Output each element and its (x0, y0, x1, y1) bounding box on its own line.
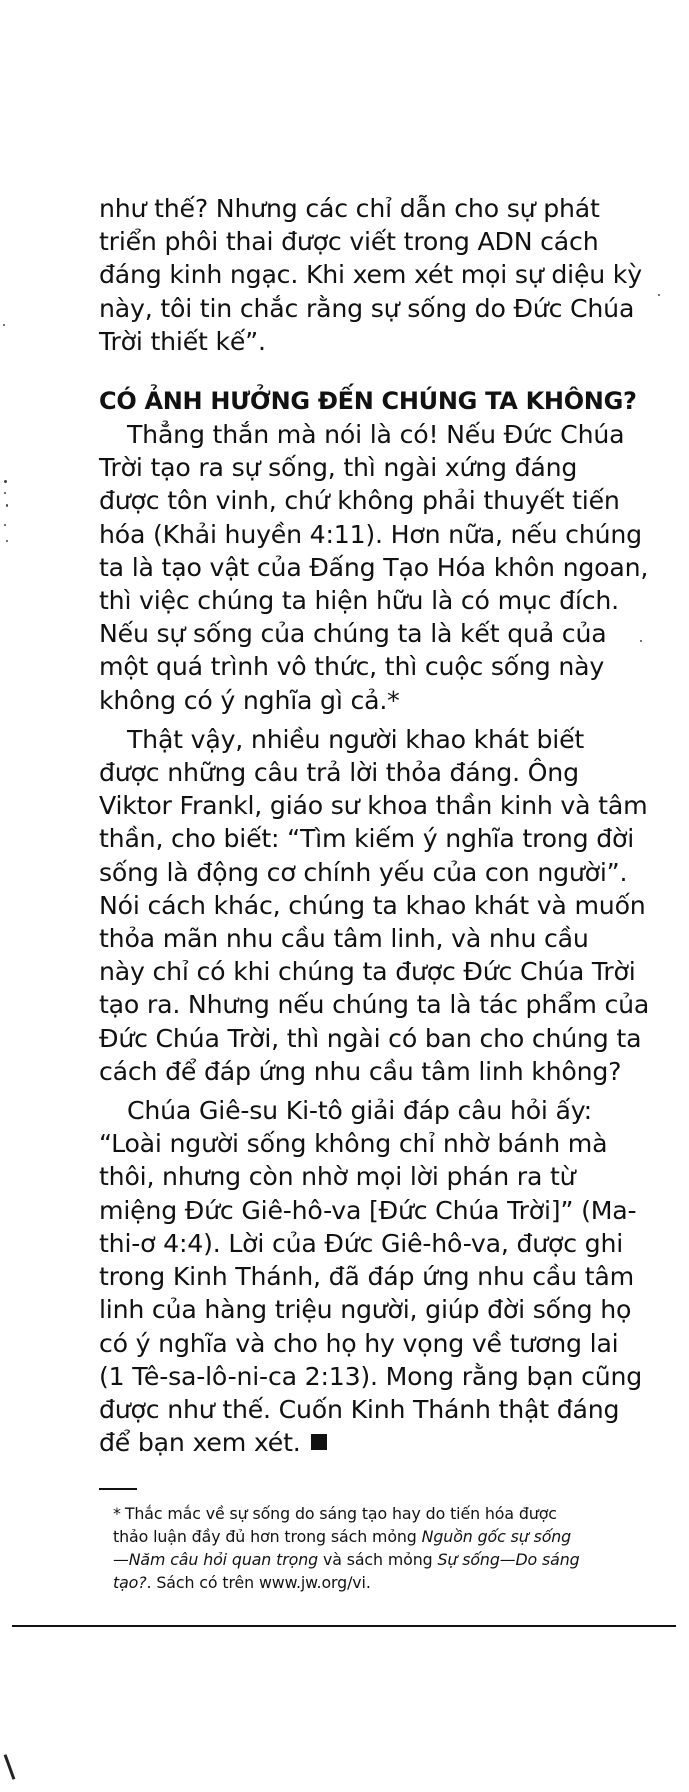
text-line: thì việc chúng ta hiện hữu là có mục đích. (99, 586, 619, 616)
scan-speck (3, 324, 5, 326)
footnote-text: và sách mỏng (322, 1550, 433, 1570)
text-line: một quá trình vô thức, thì cuộc sống này (99, 652, 605, 682)
scan-speck (658, 294, 660, 296)
text-line: (1 Tê-sa-lô-ni-ca 2:13). Mong rằng bạn cũng (99, 1361, 643, 1391)
footnote-title: Sự sống—Do sáng (437, 1550, 580, 1570)
footnote-line (99, 1571, 609, 1594)
scan-speck (4, 480, 7, 483)
paragraph-jesus (99, 1094, 643, 1459)
paragraph-intro (99, 192, 642, 358)
text-line: ta là tạo vật của Đấng Tạo Hóa khôn ngoan, (99, 552, 649, 582)
text-line: không có ý nghĩa gì cả.* (99, 685, 400, 715)
page-bottom-rule (12, 1625, 676, 1627)
footnote-text: thảo luận đầy đủ hơn trong sách mỏng (113, 1527, 417, 1547)
scan-speck (4, 492, 6, 494)
text-line: hóa (Khải huyền 4:11). Hơn nữa, nếu chúng (99, 519, 642, 549)
text-line: Nói cách khác, chúng ta khao khát và muốn (99, 890, 646, 920)
footnote-line (99, 1502, 609, 1525)
text-line: được tôn vinh, chứ không phải thuyết tiến (99, 486, 620, 516)
scan-speck (640, 640, 642, 642)
footnote-marker: * (113, 1504, 121, 1524)
section-heading: CÓ ẢNH HƯỞNG ĐẾN CHÚNG TA KHÔNG? (99, 387, 637, 416)
text-line: linh của hàng triệu người, giúp đời sống họ (99, 1295, 632, 1325)
text-line: được những câu trả lời thỏa đáng. Ông (99, 758, 579, 788)
text-line: Viktor Frankl, giáo sư khoa thần kinh và tâm (99, 791, 648, 821)
text-line: thi-ơ 4:4). Lời của Đức Giê-hô-va, được ghi (99, 1228, 624, 1258)
paragraph-frankl (99, 723, 650, 1088)
text-line: Thẳng thắn mà nói là có! Nếu Đức Chúa (127, 420, 625, 450)
footnote-line (99, 1548, 609, 1571)
footnote-title: tạo? (113, 1573, 147, 1593)
text-line: sống là động cơ chính yếu của con người”. (99, 857, 628, 887)
footnote-text: Thắc mắc về sự sống do sáng tạo hay do tiến hóa được (124, 1504, 557, 1524)
scan-speck (4, 524, 6, 526)
scan-mark (4, 1754, 16, 1779)
text-line: Đức Chúa Trời, thì ngài có ban cho chúng ta (99, 1023, 642, 1053)
paragraph-answer (99, 418, 649, 717)
text-line: miệng Đức Giê-hô-va [Đức Chúa Trời]” (Ma- (99, 1195, 637, 1225)
footnote-text: . Sách có trên www.jw.org/vi. (146, 1573, 371, 1593)
text-line-end: để bạn xem xét. (99, 1428, 301, 1458)
scan-speck (6, 504, 8, 507)
text-line: Thật vậy, nhiều người khao khát biết (127, 724, 585, 754)
text-line: Nếu sự sống của chúng ta là kết quả của (99, 619, 607, 649)
text-line: tạo ra. Nhưng nếu chúng ta là tác phẩm của (99, 990, 650, 1020)
text-line: cách để đáp ứng nhu cầu tâm linh không? (99, 1056, 622, 1086)
footnote-line (99, 1525, 609, 1548)
footnote-title: —Năm câu hỏi quan trọng (113, 1550, 319, 1570)
end-mark-icon (311, 1434, 327, 1450)
text-line: Trời thiết kế”. (99, 326, 266, 356)
footnote-title: Nguồn gốc sự sống (421, 1527, 572, 1547)
footnote (99, 1502, 609, 1594)
text-line: này, tôi tin chắc rằng sự sống do Đức Chúa (99, 293, 635, 323)
text-line: thôi, nhưng còn nhờ mọi lời phán ra từ (99, 1162, 576, 1192)
text-line-last (99, 1426, 609, 1459)
footnote-divider (99, 1488, 137, 1490)
text-line: có ý nghĩa và cho họ hy vọng về tương lai (99, 1328, 619, 1358)
text-line: Chúa Giê-su Ki-tô giải đáp câu hỏi ấy: (127, 1096, 592, 1126)
text-line: triển phôi thai được viết trong ADN cách (99, 227, 599, 257)
text-line: thần, cho biết: “Tìm kiếm ý nghĩa trong đời (99, 824, 635, 854)
text-line: trong Kinh Thánh, đã đáp ứng nhu cầu tâm (99, 1262, 634, 1292)
text-line: Trời tạo ra sự sống, thì ngài xứng đáng (99, 453, 578, 483)
text-column (99, 192, 650, 1594)
text-line: này chỉ có khi chúng ta được Đức Chúa Trời (99, 957, 636, 987)
text-line: thỏa mãn nhu cầu tâm linh, và nhu cầu (99, 924, 589, 954)
text-line: đáng kinh ngạc. Khi xem xét mọi sự diệu kỳ (99, 260, 642, 290)
text-line: “Loài người sống không chỉ nhờ bánh mà (99, 1129, 608, 1159)
scan-speck (6, 540, 8, 542)
text-line: như thế? Nhưng các chỉ dẫn cho sự phát (99, 194, 600, 223)
text-line: được như thế. Cuốn Kinh Thánh thật đáng (99, 1394, 620, 1424)
